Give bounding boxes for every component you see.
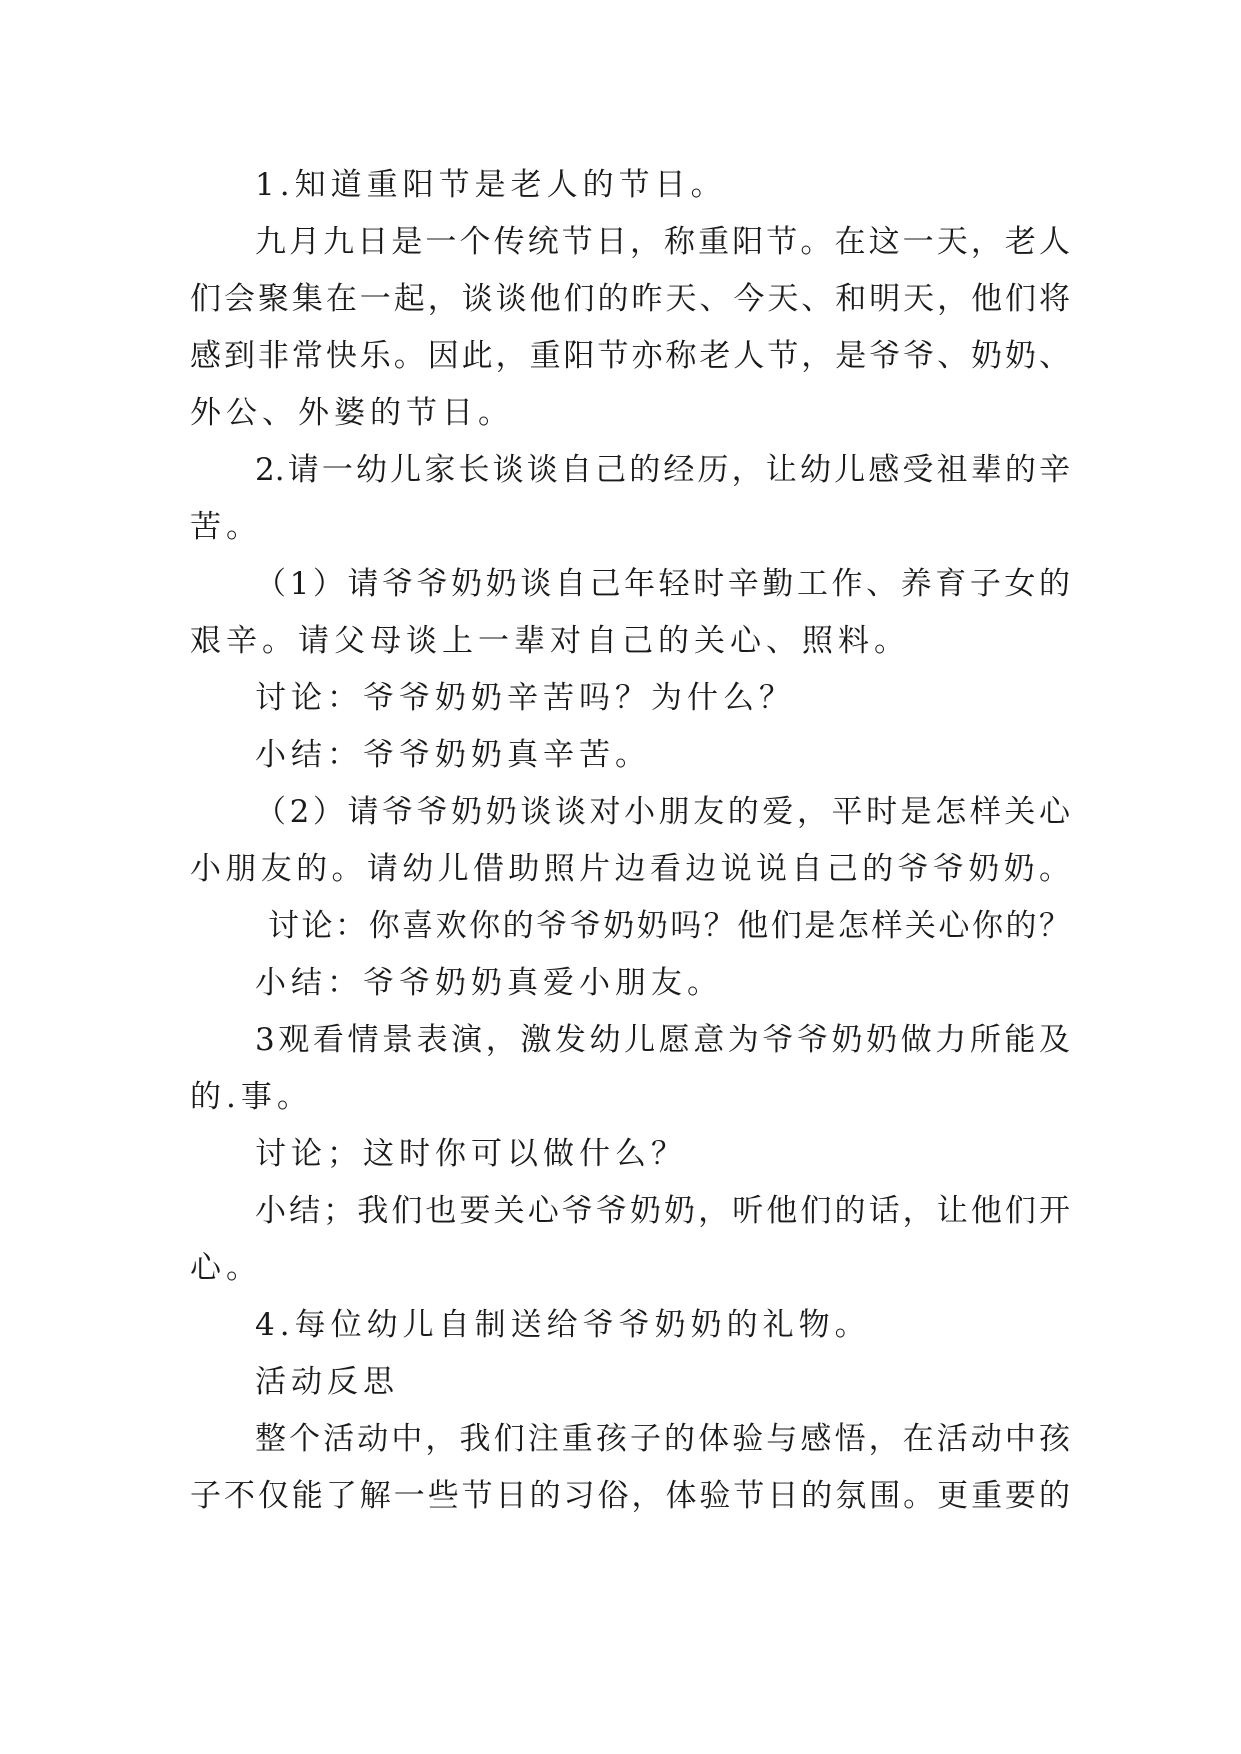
paragraph-line: 心。 bbox=[190, 1250, 262, 1286]
list-item-2-heading: 2.请一幼儿家长谈谈自己的经历，让幼儿感受祖辈的辛 bbox=[255, 452, 1070, 488]
summary-line: 小结；我们也要关心爷爷奶奶，听他们的话，让他们开 bbox=[255, 1193, 1070, 1229]
paragraph-line: 的.事。 bbox=[190, 1079, 313, 1115]
paragraph-line: 们会聚集在一起，谈谈他们的昨天、今天、和明天，他们将 bbox=[190, 281, 1070, 317]
sub-item-1: （1）请爷爷奶奶谈自己年轻时辛勤工作、养育子女的 bbox=[255, 566, 1070, 602]
list-item-3-heading: 3观看情景表演，激发幼儿愿意为爷爷奶奶做力所能及 bbox=[255, 1022, 1070, 1058]
paragraph-line: 感到非常快乐。因此，重阳节亦称老人节，是爷爷、奶奶、 bbox=[190, 338, 1070, 374]
paragraph-line: 小朋友的。请幼儿借助照片边看边说说自己的爷爷奶奶。 bbox=[190, 851, 1070, 887]
paragraph-line: 子不仅能了解一些节日的习俗，体验节日的氛围。更重要的 bbox=[190, 1478, 1070, 1514]
section-heading-reflection: 活动反思 bbox=[255, 1364, 399, 1400]
paragraph-line: 整个活动中，我们注重孩子的体验与感悟，在活动中孩 bbox=[255, 1421, 1070, 1457]
list-item-4-heading: 4.每位幼儿自制送给爷爷奶奶的礼物。 bbox=[255, 1307, 871, 1343]
summary-line: 小结：爷爷奶奶真辛苦。 bbox=[255, 737, 651, 773]
list-item-1-heading: 1.知道重阳节是老人的节日。 bbox=[255, 167, 727, 203]
paragraph-line: 苦。 bbox=[190, 509, 262, 545]
discussion-line: 讨论：爷爷奶奶辛苦吗？为什么？ bbox=[255, 680, 795, 716]
sub-item-2: （2）请爷爷奶奶谈谈对小朋友的爱，平时是怎样关心 bbox=[255, 794, 1070, 830]
summary-line: 小结：爷爷奶奶真爱小朋友。 bbox=[255, 965, 723, 1001]
paragraph-line: 九月九日是一个传统节日，称重阳节。在这一天，老人 bbox=[255, 224, 1070, 260]
discussion-line: 讨论；这时你可以做什么？ bbox=[255, 1136, 687, 1172]
paragraph-line: 外公、外婆的节日。 bbox=[190, 395, 514, 431]
paragraph-line: 艰辛。请父母谈上一辈对自己的关心、照料。 bbox=[190, 623, 910, 659]
discussion-line: 讨论：你喜欢你的爷爷奶奶吗？他们是怎样关心你的？ bbox=[268, 908, 1070, 944]
